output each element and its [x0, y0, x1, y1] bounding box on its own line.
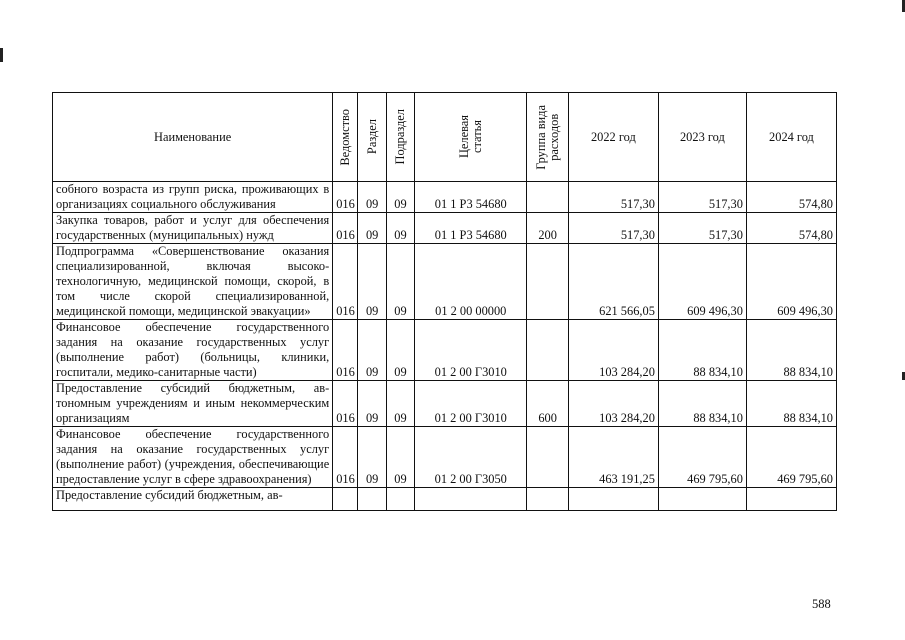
row-name: Подпрограмма «Совершенствование оказания специализированной, включая высокотехнологичную, медицинской помощи, скорой, в том числе скорой специализированной, медицинской помощи, медицинской эвакуации» — [53, 244, 333, 320]
row-department — [333, 488, 358, 511]
header-section: Раздел — [358, 93, 386, 182]
row-expense-group — [527, 182, 568, 213]
row-name: Предоставление субсидий бюджетным, ав- — [53, 488, 333, 511]
row-amount-2024: 469 795,60 — [746, 427, 836, 488]
row-amount-2024: 574,80 — [746, 182, 836, 213]
table-row — [53, 381, 837, 427]
row-amount-2023 — [658, 488, 746, 511]
header-target-article: Целевая статья — [415, 93, 527, 182]
row-name: Предоставление субсидий бюджетным, автономным учреждениям и иным некоммерческим организациям — [53, 381, 333, 427]
row-section: 09 — [358, 427, 386, 488]
row-amount-2024: 574,80 — [746, 213, 836, 244]
row-name: собного возраста из групп риска, проживающих в организациях социального обслуживания — [53, 182, 333, 213]
row-name: Закупка товаров, работ и услуг для обеспечения государственных (муниципальных) нужд — [53, 213, 333, 244]
row-subsection: 09 — [386, 213, 414, 244]
row-target-article: 01 1 Р3 54680 — [415, 213, 527, 244]
row-expense-group — [527, 488, 568, 511]
row-department: 016 — [333, 427, 358, 488]
header-subsection: Подраздел — [386, 93, 414, 182]
row-target-article: 01 1 Р3 54680 — [415, 182, 527, 213]
row-section: 09 — [358, 320, 386, 381]
row-section: 09 — [358, 182, 386, 213]
row-department: 016 — [333, 381, 358, 427]
header-year-2024: 2024 год — [746, 93, 836, 182]
table-row — [53, 488, 837, 511]
row-section: 09 — [358, 213, 386, 244]
row-department: 016 — [333, 213, 358, 244]
row-amount-2023: 88 834,10 — [658, 320, 746, 381]
page-number: 588 — [812, 597, 831, 611]
table-row — [53, 213, 837, 244]
row-amount-2024: 609 496,30 — [746, 244, 836, 320]
header-year-2023: 2023 год — [658, 93, 746, 182]
table-header-row — [53, 93, 837, 182]
row-expense-group: 600 — [527, 381, 568, 427]
table-row — [53, 182, 837, 213]
row-subsection: 09 — [386, 320, 414, 381]
header-department: Ведомство — [333, 93, 358, 182]
row-amount-2024: 88 834,10 — [746, 320, 836, 381]
row-amount-2024 — [746, 488, 836, 511]
row-target-article: 01 2 00 Г3050 — [415, 427, 527, 488]
row-department: 016 — [333, 244, 358, 320]
row-section: 09 — [358, 244, 386, 320]
row-amount-2022: 463 191,25 — [568, 427, 658, 488]
row-amount-2023: 88 834,10 — [658, 381, 746, 427]
header-expense-group: Группа вида расходов — [527, 93, 568, 182]
row-expense-group: 200 — [527, 213, 568, 244]
row-name: Финансовое обеспечение государственного задания на оказание государственных услуг (выполнение работ) (учреждения, обеспечивающие предоставление услуг в сфере здравоохранения) — [53, 427, 333, 488]
row-subsection: 09 — [386, 244, 414, 320]
row-expense-group — [527, 320, 568, 381]
table-row — [53, 427, 837, 488]
row-subsection: 09 — [386, 427, 414, 488]
row-amount-2023: 609 496,30 — [658, 244, 746, 320]
header-name: Наименование — [53, 93, 333, 182]
row-section — [358, 488, 386, 511]
row-amount-2022 — [568, 488, 658, 511]
row-expense-group — [527, 427, 568, 488]
row-department: 016 — [333, 182, 358, 213]
row-target-article — [415, 488, 527, 511]
row-amount-2023: 517,30 — [658, 213, 746, 244]
table-row — [53, 244, 837, 320]
row-expense-group — [527, 244, 568, 320]
row-amount-2023: 517,30 — [658, 182, 746, 213]
row-amount-2022: 517,30 — [568, 213, 658, 244]
row-target-article: 01 2 00 Г3010 — [415, 320, 527, 381]
row-amount-2023: 469 795,60 — [658, 427, 746, 488]
row-subsection — [386, 488, 414, 511]
row-amount-2022: 621 566,05 — [568, 244, 658, 320]
row-amount-2022: 103 284,20 — [568, 381, 658, 427]
row-target-article: 01 2 00 00000 — [415, 244, 527, 320]
header-year-2022: 2022 год — [568, 93, 658, 182]
row-amount-2022: 517,30 — [568, 182, 658, 213]
row-subsection: 09 — [386, 182, 414, 213]
row-target-article: 01 2 00 Г3010 — [415, 381, 527, 427]
row-name: Финансовое обеспечение государственного задания на оказание государственных услуг (выполнение работ) (больницы, клиники, госпитали, медико-санитарные части) — [53, 320, 333, 381]
row-section: 09 — [358, 381, 386, 427]
row-amount-2024: 88 834,10 — [746, 381, 836, 427]
row-subsection: 09 — [386, 381, 414, 427]
row-amount-2022: 103 284,20 — [568, 320, 658, 381]
scan-edge-mark — [0, 48, 3, 62]
table-row — [53, 320, 837, 381]
row-department: 016 — [333, 320, 358, 381]
budget-table — [52, 92, 837, 511]
